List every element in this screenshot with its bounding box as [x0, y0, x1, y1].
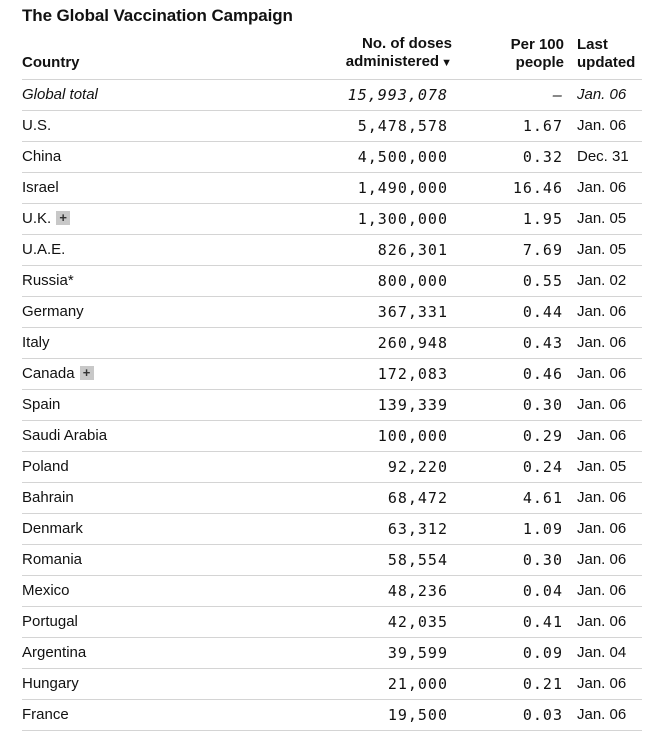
country-name: Global total: [22, 86, 98, 103]
table-row: [22, 421, 642, 452]
table-row: [22, 359, 642, 390]
country-name: Mexico: [22, 582, 70, 599]
cell-last-updated: Jan. 06: [577, 489, 627, 506]
cell-last-updated: Jan. 05: [577, 210, 627, 227]
cell-doses: 139,339: [377, 396, 448, 414]
cell-last-updated: Jan. 06: [577, 613, 627, 630]
cell-country: [22, 483, 74, 513]
cell-last-updated: Jan. 04: [577, 644, 627, 661]
cell-per-100: –: [552, 86, 563, 104]
table-row: [22, 328, 642, 359]
cell-doses: 19,500: [387, 706, 448, 724]
cell-doses: 92,220: [387, 458, 448, 476]
cell-last-updated: Jan. 02: [577, 272, 627, 289]
cell-last-updated: Jan. 06: [577, 706, 627, 723]
table-row: [22, 545, 642, 576]
table-row: [22, 483, 642, 514]
cell-country: [22, 390, 60, 420]
country-name: Poland: [22, 458, 69, 475]
cell-country: [22, 235, 65, 265]
cell-doses: 48,236: [387, 582, 448, 600]
cell-last-updated: Jan. 06: [577, 675, 627, 692]
cell-country: [22, 297, 84, 327]
table-row: [22, 266, 642, 297]
cell-per-100: 0.43: [522, 334, 563, 352]
table-row: [22, 235, 642, 266]
sort-descending-icon[interactable]: ▼: [441, 57, 452, 69]
cell-doses: 4,500,000: [357, 148, 448, 166]
cell-last-updated: Jan. 06: [577, 520, 627, 537]
country-name: China: [22, 148, 62, 165]
country-name: U.K.: [22, 210, 52, 227]
country-name: Germany: [22, 303, 84, 320]
table-row: [22, 700, 642, 731]
cell-last-updated: Jan. 06: [577, 117, 627, 134]
cell-country: [22, 359, 94, 389]
table-row: [22, 514, 642, 545]
cell-doses: 21,000: [387, 675, 448, 693]
column-header-per-line2: people: [515, 54, 564, 71]
cell-last-updated: Jan. 05: [577, 458, 627, 475]
table-row: [22, 142, 642, 173]
country-name: Israel: [22, 179, 59, 196]
table-header: [22, 36, 642, 80]
cell-last-updated: Jan. 05: [577, 241, 627, 258]
column-header-last-updated[interactable]: [577, 36, 635, 72]
cell-country: [22, 266, 74, 296]
cell-country: [22, 328, 50, 358]
cell-per-100: 0.29: [522, 427, 563, 445]
table-row: [22, 111, 642, 142]
cell-country: [22, 700, 69, 730]
table-body: [22, 80, 642, 731]
cell-last-updated: Jan. 06: [577, 86, 627, 103]
cell-per-100: 0.55: [522, 272, 563, 290]
cell-per-100: 0.32: [522, 148, 563, 166]
country-name: Portugal: [22, 613, 78, 630]
cell-doses: 42,035: [387, 613, 448, 631]
column-header-last-line1: Last: [577, 36, 608, 53]
cell-per-100: 0.24: [522, 458, 563, 476]
cell-per-100: 0.04: [522, 582, 563, 600]
cell-per-100: 0.21: [522, 675, 563, 693]
cell-per-100: 0.30: [522, 551, 563, 569]
cell-doses: 1,490,000: [357, 179, 448, 197]
cell-doses: 260,948: [377, 334, 448, 352]
cell-doses: 15,993,078: [347, 86, 448, 104]
country-name: Romania: [22, 551, 83, 568]
table-row: [22, 204, 642, 235]
cell-country: [22, 111, 51, 141]
cell-per-100: 16.46: [512, 179, 563, 197]
cell-country: [22, 452, 69, 482]
column-header-per-100[interactable]: [511, 36, 564, 72]
country-name: U.S.: [22, 117, 52, 134]
cell-last-updated: Dec. 31: [577, 148, 629, 165]
expand-plus-icon[interactable]: +: [80, 366, 94, 380]
country-name: Bahrain: [22, 489, 74, 506]
column-header-per-line1: Per 100: [510, 36, 564, 53]
cell-doses: 39,599: [387, 644, 448, 662]
country-name: Italy: [22, 334, 50, 351]
cell-country: [22, 514, 83, 544]
table-row: [22, 452, 642, 483]
table-row: [22, 638, 642, 669]
table-row: [22, 80, 642, 111]
country-name: France: [22, 706, 69, 723]
cell-per-100: 1.95: [522, 210, 563, 228]
column-header-last-line2: updated: [577, 54, 636, 71]
cell-doses: 63,312: [387, 520, 448, 538]
country-name: Denmark: [22, 520, 83, 537]
cell-last-updated: Jan. 06: [577, 334, 627, 351]
cell-doses: 800,000: [377, 272, 448, 290]
cell-per-100: 0.03: [522, 706, 563, 724]
table-row: [22, 390, 642, 421]
cell-per-100: 0.30: [522, 396, 563, 414]
cell-country: [22, 638, 86, 668]
table-row: [22, 173, 642, 204]
cell-doses: 172,083: [377, 365, 448, 383]
cell-last-updated: Jan. 06: [577, 396, 627, 413]
cell-doses: 367,331: [377, 303, 448, 321]
cell-last-updated: Jan. 06: [577, 551, 627, 568]
cell-per-100: 4.61: [522, 489, 563, 507]
cell-last-updated: Jan. 06: [577, 365, 627, 382]
column-header-country[interactable]: Country: [22, 54, 80, 71]
column-header-doses-line1: No. of doses: [361, 35, 452, 52]
country-name: Canada: [22, 365, 75, 382]
cell-country: [22, 576, 70, 606]
country-name: Hungary: [22, 675, 79, 692]
cell-country: [22, 80, 98, 110]
cell-country: [22, 607, 78, 637]
cell-country: [22, 421, 107, 451]
column-header-doses-line2: administered: [345, 53, 440, 70]
expand-plus-icon[interactable]: +: [56, 211, 70, 225]
column-header-doses[interactable]: [346, 35, 452, 72]
cell-per-100: 0.09: [522, 644, 563, 662]
cell-last-updated: Jan. 06: [577, 179, 627, 196]
cell-country: [22, 545, 82, 575]
cell-country: [22, 142, 61, 172]
country-name: Russia*: [22, 272, 74, 289]
cell-per-100: 7.69: [522, 241, 563, 259]
cell-per-100: 0.44: [522, 303, 563, 321]
cell-per-100: 0.41: [522, 613, 563, 631]
cell-doses: 58,554: [387, 551, 448, 569]
table-row: [22, 607, 642, 638]
cell-per-100: 1.67: [522, 117, 563, 135]
cell-last-updated: Jan. 06: [577, 582, 627, 599]
cell-per-100: 1.09: [522, 520, 563, 538]
table-row: [22, 297, 642, 328]
country-name: Spain: [22, 396, 61, 413]
country-name: Saudi Arabia: [22, 427, 108, 444]
cell-country: [22, 173, 59, 203]
cell-last-updated: Jan. 06: [577, 427, 627, 444]
country-name: U.A.E.: [22, 241, 66, 258]
cell-per-100: 0.46: [522, 365, 563, 383]
country-name: Argentina: [22, 644, 87, 661]
cell-doses: 826,301: [377, 241, 448, 259]
table-row: [22, 669, 642, 700]
table-row: [22, 576, 642, 607]
cell-country: [22, 669, 79, 699]
cell-doses: 68,472: [387, 489, 448, 507]
cell-doses: 1,300,000: [357, 210, 448, 228]
table-title: The Global Vaccination Campaign: [22, 6, 293, 25]
cell-country: [22, 204, 70, 234]
cell-doses: 5,478,578: [357, 117, 448, 135]
cell-doses: 100,000: [377, 427, 448, 445]
cell-last-updated: Jan. 06: [577, 303, 627, 320]
